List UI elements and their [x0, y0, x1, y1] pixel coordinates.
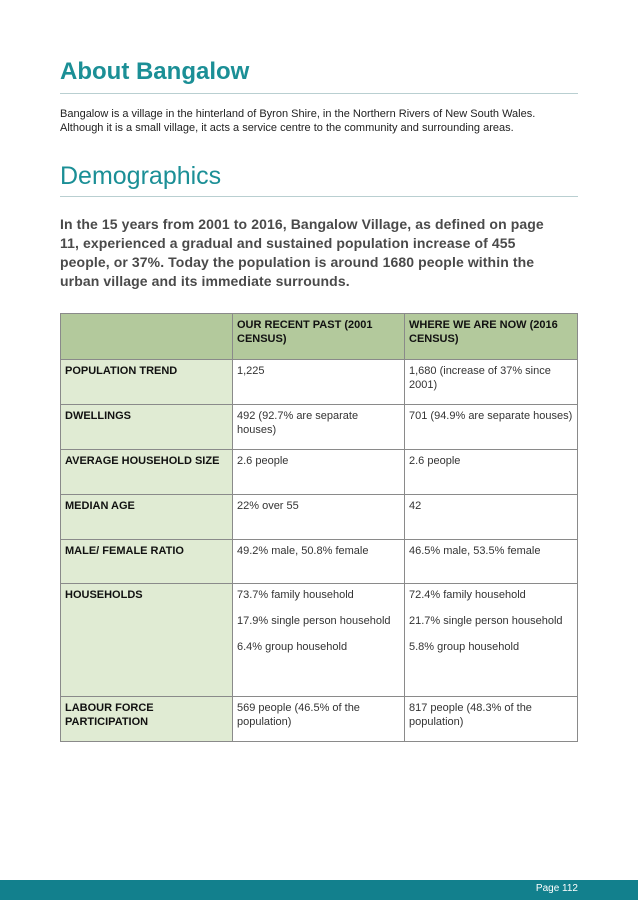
cell-past — [233, 584, 405, 697]
header-cell-past: OUR RECENT PAST (2001 CENSUS) — [233, 314, 405, 360]
cell-now: 2.6 people — [405, 450, 578, 495]
table-row — [61, 450, 578, 495]
cell-past: 569 people (46.5% of the population) — [233, 697, 405, 742]
row-label: MEDIAN AGE — [61, 495, 233, 540]
list-item: 72.4% family household — [409, 589, 526, 601]
header-cell-empty — [61, 314, 233, 360]
list-item: 73.7% family household — [237, 589, 354, 601]
intro-paragraph: Bangalow is a village in the hinterland of Byron Shire, in the Northern Rivers of New South Wales. Although it is a small village, it acts a service centre to the community and surrounding areas. — [60, 108, 536, 134]
page-title: About Bangalow — [60, 58, 250, 85]
cell-now: 1,680 (increase of 37% since 2001) — [405, 360, 578, 405]
page-number: Page 112 — [535, 883, 578, 894]
header-cell-now: WHERE WE ARE NOW (2016 CENSUS) — [405, 314, 578, 360]
row-label: AVERAGE HOUSEHOLD SIZE — [61, 450, 233, 495]
cell-now: 817 people (48.3% of the population) — [405, 697, 578, 742]
cell-now — [405, 584, 578, 697]
list-item: 5.8% group household — [409, 641, 520, 653]
cell-now: 42 — [405, 495, 578, 540]
row-label: POPULATION TREND — [61, 360, 233, 405]
row-label: DWELLINGS — [61, 405, 233, 450]
list-item: 17.9% single person household — [237, 615, 391, 627]
demographics-table — [60, 313, 578, 742]
table-row — [61, 540, 578, 584]
table-row — [61, 495, 578, 540]
table-row — [61, 584, 578, 697]
section-heading: Demographics — [60, 162, 222, 190]
cell-past: 492 (92.7% are separate houses) — [233, 405, 405, 450]
lead-paragraph: In the 15 years from 2001 to 2016, Bangalow Village, as defined on page 11, experienced a gradual and sustained population increase of 455 people, or 37%. Today the population is around 1680 people within the urban village and its immediate surrounds. — [60, 216, 544, 289]
cell-now: 46.5% male, 53.5% female — [405, 540, 578, 584]
cell-past: 2.6 people — [233, 450, 405, 495]
cell-now: 701 (94.9% are separate houses) — [405, 405, 578, 450]
cell-past: 49.2% male, 50.8% female — [233, 540, 405, 584]
table-header-row — [61, 314, 578, 360]
table-row — [61, 697, 578, 742]
row-label: MALE/ FEMALE RATIO — [61, 540, 233, 584]
table-row — [61, 405, 578, 450]
title-divider — [60, 93, 578, 94]
section-divider — [60, 196, 578, 197]
list-item: 6.4% group household — [237, 641, 348, 653]
footer-bar — [0, 880, 638, 900]
cell-past: 22% over 55 — [233, 495, 405, 540]
list-item: 21.7% single person household — [409, 615, 563, 627]
row-label: HOUSEHOLDS — [61, 584, 233, 697]
row-label: LABOUR FORCE PARTICIPATION — [61, 697, 233, 742]
table-row — [61, 360, 578, 405]
cell-past: 1,225 — [233, 360, 405, 405]
